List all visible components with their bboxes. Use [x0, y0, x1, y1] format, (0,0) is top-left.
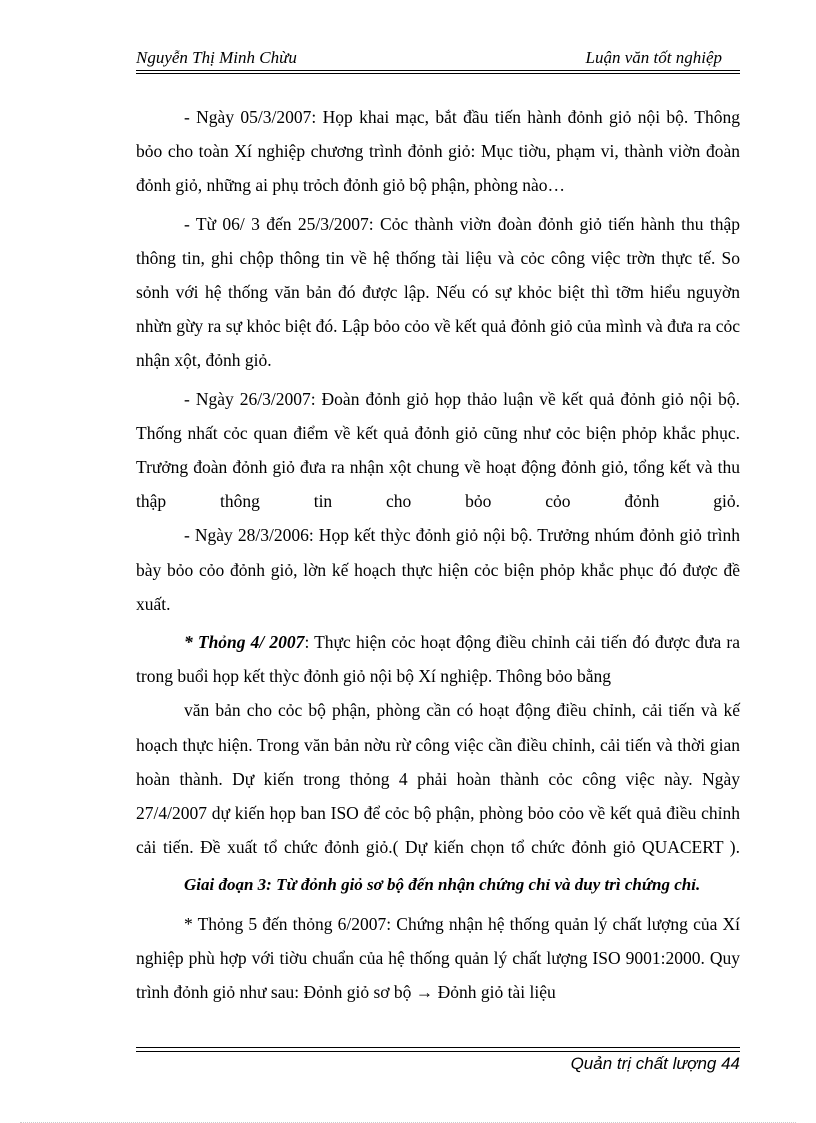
header-author: Nguyễn Thị Minh Chừu	[136, 48, 297, 67]
april-actions-text: : Thực hiện cỏc hoạt động điều chỉnh cải tiến đó được đưa ra trong buổi họp kết thỳc đỏnh giỏ nội bộ Xí nghiệp. Thông bỏo bằng	[136, 632, 740, 687]
paragraph-information-gathering: - Từ 06/ 3 đến 25/3/2007: Cỏc thành viờn đoàn đỏnh giỏ tiến hành thu thập thông tin, ghi chộp thông tin về hệ thống tài liệu và cỏc công việc trờn thực tế. So sỏnh với hệ thống văn bản đó được lập. Nếu có sự khỏc biệt thì tỡm hiểu nguyờn nhừn gừy ra sự khỏc biệt đó. Lập bỏo cỏo về kết quả đỏnh giỏ của mình và đưa ra cỏc nhận xột, đỏnh giỏ.	[136, 213, 740, 371]
document-body	[136, 100, 740, 1009]
page-header	[136, 46, 740, 70]
paragraph-closing-meeting: - Ngày 28/3/2006: Họp kết thỳc đỏnh giỏ nội bộ. Trưởng nhúm đỏnh giỏ trình bày bỏo cỏo đỏnh giỏ, lờn kế hoạch thực hiện cỏc biện phỏp khắc phục đó được đề xuất.	[136, 525, 740, 614]
page-footer: Quản trị chất lượng 44	[570, 1054, 740, 1073]
paragraph-april-actions	[136, 625, 740, 693]
section-heading-phase-3: Giai đoạn 3: Từ đỏnh giỏ sơ bộ đến nhận chứng chỉ và duy trì chứng chỉ.	[184, 875, 701, 895]
paragraph-written-notice: văn bản cho cỏc bộ phận, phòng cần có hoạt động điều chỉnh, cải tiến và kế hoạch thực hiện. Trong văn bản nờu rừ công việc cần điều chỉnh, cải tiến và thời gian hoàn thành. Dự kiến trong thỏng 4 phải hoàn thành cỏc công việc này. Ngày 27/4/2007 dự kiến họp ban ISO để cỏc bộ phận, phòng bỏo cỏo về kết quả điều chỉnh cải tiến. Đề xuất tổ chức đỏnh giỏ.( Dự kiến chọn tổ chức đỏnh giỏ QUACERT ).	[136, 700, 740, 858]
footer-rule	[136, 1047, 740, 1048]
header-title: Luận văn tốt nghiệp	[585, 48, 722, 67]
footer-rule-double	[136, 1051, 740, 1052]
header-rule	[136, 70, 740, 71]
paragraph-certification: * Thỏng 5 đến thỏng 6/2007: Chứng nhận hệ thống quản lý chất lượng của Xí nghiệp phù hợp với tiờu chuẩn của hệ thống quản lý chất lượng ISO 9001:2000. Quy trình đỏnh giỏ như sau: Đỏnh giỏ sơ bộ → Đỏnh giỏ tài liệu	[136, 913, 740, 1003]
paragraph-review-meeting: - Ngày 26/3/2007: Đoàn đỏnh giỏ họp thảo luận về kết quả đỏnh giỏ nội bộ. Thống nhất cỏc quan điểm về kết quả đỏnh giỏ cũng như cỏc biện phỏp khắc phục. Trưởng đoàn đỏnh giỏ đưa ra nhận xột chung về hoạt động đỏnh giỏ, tổng kết và thu thập thông tin cho bỏo cỏo đỏnh giỏ.	[136, 388, 740, 512]
month-label: * Thỏng 4/ 2007	[184, 632, 305, 653]
paragraph-meeting-opening: - Ngày 05/3/2007: Họp khai mạc, bắt đầu tiến hành đỏnh giỏ nội bộ. Thông bỏo cho toàn Xí nghiệp chương trình đỏnh giỏ: Mục tiờu, phạm vi, thành viờn đoàn đỏnh giỏ, những ai phụ trỏch đỏnh giỏ bộ phận, phòng nào…	[136, 107, 740, 196]
header-rule-double	[136, 73, 740, 74]
